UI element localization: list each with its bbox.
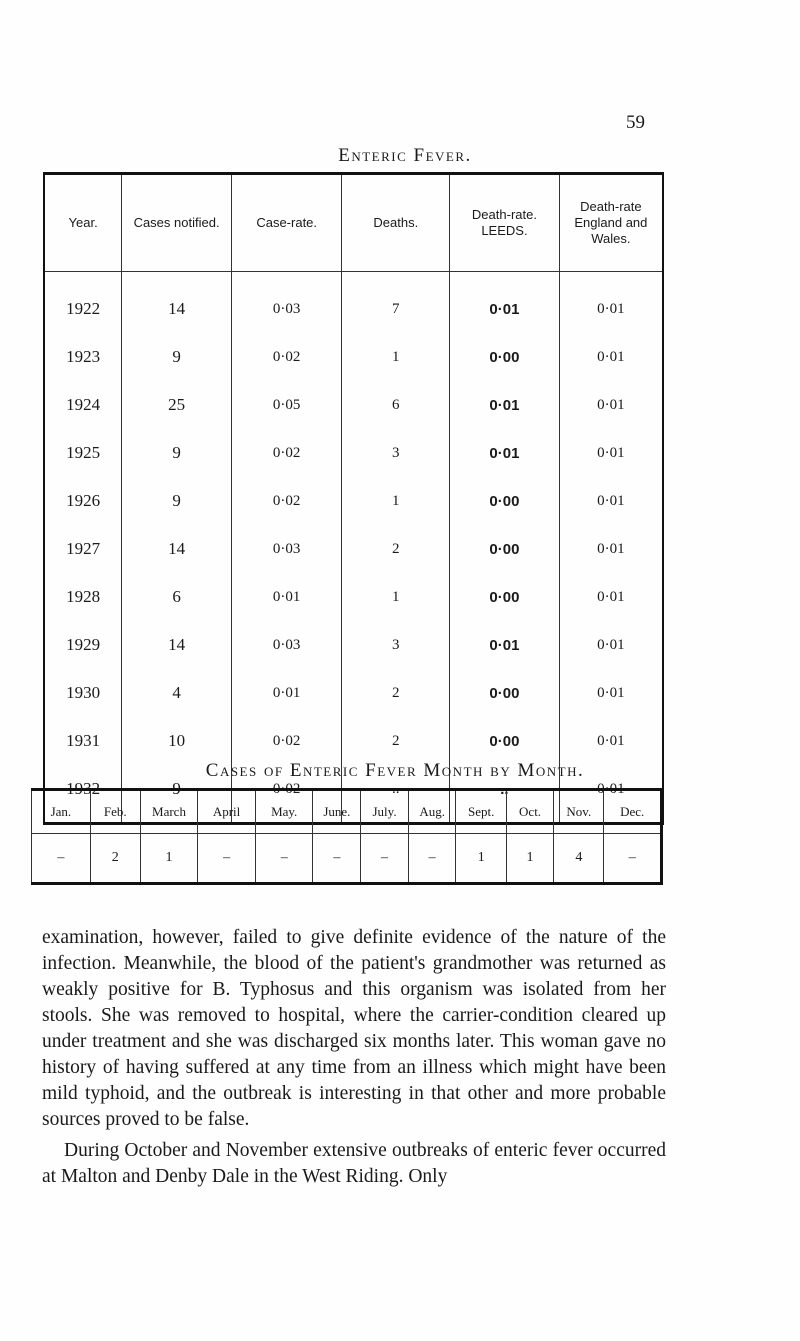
month-value: – <box>408 834 456 884</box>
cell-death-rate-leeds: 0·00 <box>450 669 560 717</box>
cell-deaths: 2 <box>342 717 450 765</box>
cell-case-rate: 0·01 <box>231 573 342 621</box>
month-header: July. <box>361 790 409 834</box>
table-header-row <box>44 174 663 272</box>
cell-cases-notified: 6 <box>122 573 232 621</box>
table-row <box>44 477 663 525</box>
cell-death-rate-england-wales: 0·01 <box>559 621 663 669</box>
cell-case-rate: 0·03 <box>231 621 342 669</box>
month-value: 1 <box>506 834 553 884</box>
cell-cases-notified: 14 <box>122 525 232 573</box>
table-row <box>44 381 663 429</box>
table-row <box>44 669 663 717</box>
table-row <box>44 717 663 765</box>
cell-death-rate-leeds: 0·00 <box>450 477 560 525</box>
cell-deaths: .. <box>342 765 450 824</box>
cell-death-rate-leeds: 0·01 <box>450 621 560 669</box>
cell-death-rate-leeds: 0·00 <box>450 525 560 573</box>
cell-deaths: 2 <box>342 525 450 573</box>
cell-case-rate: 0·02 <box>231 333 342 381</box>
month-value: – <box>604 834 662 884</box>
cell-cases-notified: 14 <box>122 272 232 334</box>
header-deaths: Deaths. <box>342 174 450 272</box>
header-cases-notified: Cases notified. <box>122 174 232 272</box>
cell-death-rate-england-wales: 0·01 <box>559 573 663 621</box>
month-value: – <box>57 850 65 865</box>
cell-deaths: 1 <box>342 477 450 525</box>
cell-death-rate-england-wales: 0·01 <box>559 429 663 477</box>
table-row <box>44 621 663 669</box>
cell-year: 1922 <box>66 299 101 318</box>
enteric-fever-table <box>43 172 664 825</box>
cell-death-rate-leeds: 0·00 <box>450 717 560 765</box>
month-value: – <box>361 834 409 884</box>
body-text <box>42 925 666 1190</box>
cell-case-rate: 0·03 <box>231 525 342 573</box>
cell-death-rate-england-wales: 0·01 <box>559 477 663 525</box>
table-row <box>44 573 663 621</box>
month-value: 4 <box>554 834 604 884</box>
cell-death-rate-leeds: 0·00 <box>450 333 560 381</box>
table-row <box>44 272 663 334</box>
cell-year: 1929 <box>66 635 101 654</box>
cell-death-rate-england-wales: 0·01 <box>559 765 663 824</box>
month-header: May. <box>255 790 313 834</box>
month-value: 1 <box>140 834 197 884</box>
cell-year: 1930 <box>66 683 101 702</box>
month-value: – <box>198 834 256 884</box>
cell-case-rate: 0·05 <box>231 381 342 429</box>
month-table-title: Cases of Enteric Fever Month by Month. <box>205 760 585 781</box>
cell-death-rate-leeds: .. <box>450 765 560 824</box>
table-row <box>44 333 663 381</box>
cell-year: 1926 <box>66 491 101 510</box>
cell-death-rate-england-wales: 0·01 <box>559 333 663 381</box>
page-title: Enteric Fever. <box>338 145 472 166</box>
cell-case-rate: 0·02 <box>231 429 342 477</box>
month-header: Sept. <box>456 790 506 834</box>
cell-cases-notified: 25 <box>122 381 232 429</box>
cell-year: 1931 <box>66 731 101 750</box>
month-header: Nov. <box>554 790 604 834</box>
cell-cases-notified: 9 <box>122 429 232 477</box>
cell-case-rate: 0·02 <box>231 717 342 765</box>
header-death-rate-england-wales: Death-rate England and Wales. <box>559 174 663 272</box>
cell-year: 1923 <box>66 347 101 366</box>
month-values-row <box>32 834 662 884</box>
cell-case-rate: 0·01 <box>231 669 342 717</box>
cell-cases-notified: 10 <box>122 717 232 765</box>
cell-year: 1932 <box>66 779 101 798</box>
cell-death-rate-england-wales: 0·01 <box>559 381 663 429</box>
cell-year: 1924 <box>66 395 101 414</box>
month-header: Jan. <box>32 790 91 834</box>
cell-case-rate: 0·02 <box>231 765 342 824</box>
cell-year: 1925 <box>66 443 101 462</box>
month-value: – <box>255 834 313 884</box>
cell-death-rate-england-wales: 0·01 <box>559 717 663 765</box>
cell-death-rate-leeds: 0·01 <box>450 272 560 334</box>
cell-year: 1928 <box>66 587 101 606</box>
month-header: Feb. <box>90 790 140 834</box>
cell-cases-notified: 9 <box>122 765 232 824</box>
monthly-cases-table <box>31 788 663 885</box>
cell-death-rate-england-wales: 0·01 <box>559 669 663 717</box>
cell-case-rate: 0·03 <box>231 272 342 334</box>
paragraph: During October and November extensive outbreaks of enteric fever occurred at Malton and Denby Dale in the West Riding. Only <box>42 1140 666 1187</box>
cell-death-rate-england-wales: 0·01 <box>559 272 663 334</box>
cell-deaths: 3 <box>342 621 450 669</box>
table-row <box>44 525 663 573</box>
cell-deaths: 3 <box>342 429 450 477</box>
cell-case-rate: 0·02 <box>231 477 342 525</box>
header-case-rate: Case-rate. <box>231 174 342 272</box>
cell-cases-notified: 14 <box>122 621 232 669</box>
month-header: Oct. <box>506 790 553 834</box>
month-value: – <box>313 834 361 884</box>
cell-death-rate-leeds: 0·01 <box>450 381 560 429</box>
page-number: 59 <box>626 112 645 133</box>
cell-deaths: 6 <box>342 381 450 429</box>
cell-deaths: 1 <box>342 573 450 621</box>
cell-cases-notified: 9 <box>122 333 232 381</box>
month-value: 2 <box>90 834 140 884</box>
header-year: Year. <box>44 174 122 272</box>
month-header: Dec. <box>604 790 662 834</box>
paragraph: examination, however, failed to give definite evidence of the nature of the infection. Meanwhile, the blood of the patient's grandmother was returned as weakly positive for B. Typhosus and this organism was isolated from her stools. She was removed to hospital, where the carrier-condition cleared up under treatment and she was discharged six months later. This woman gave no history of having suffered at any time from an illness which might have been mild typhoid, and the outbreak is interesting in that other and more probable sources proved to be false. <box>42 927 666 1130</box>
cell-death-rate-leeds: 0·00 <box>450 573 560 621</box>
cell-year: 1927 <box>66 539 101 558</box>
cell-cases-notified: 4 <box>122 669 232 717</box>
cell-deaths: 2 <box>342 669 450 717</box>
cell-deaths: 7 <box>342 272 450 334</box>
cell-death-rate-leeds: 0·01 <box>450 429 560 477</box>
month-header-row <box>32 790 662 834</box>
month-header: June. <box>313 790 361 834</box>
cell-cases-notified: 9 <box>122 477 232 525</box>
header-death-rate-leeds: Death-rate. LEEDS. <box>450 174 560 272</box>
month-header: March <box>140 790 197 834</box>
month-value: 1 <box>456 834 506 884</box>
cell-death-rate-england-wales: 0·01 <box>559 525 663 573</box>
table-row <box>44 429 663 477</box>
month-header: April <box>198 790 256 834</box>
cell-deaths: 1 <box>342 333 450 381</box>
month-header: Aug. <box>408 790 456 834</box>
